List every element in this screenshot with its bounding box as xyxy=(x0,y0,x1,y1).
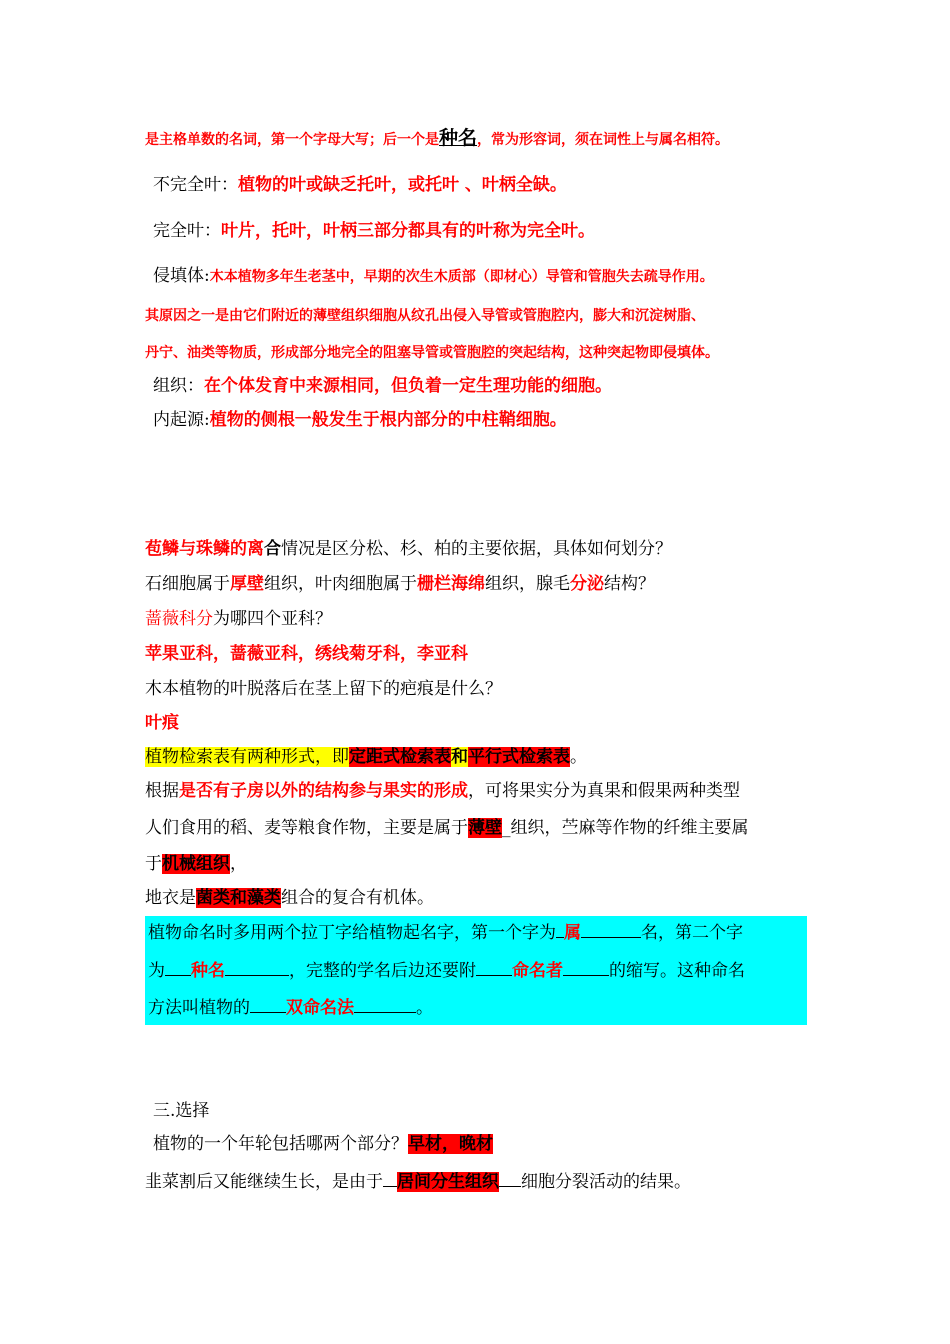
def-incomplete-leaf xyxy=(153,173,567,197)
blank xyxy=(383,1168,397,1187)
q2-e: 组织，腺毛 xyxy=(485,574,570,594)
q10-a: 植物命名时多用两个拉丁字给植物起名字，第一个字为 xyxy=(148,923,556,943)
tissue-label: 组织： xyxy=(153,376,204,396)
c1-b: 早材，晚材 xyxy=(408,1134,493,1154)
q2-g: 结构？ xyxy=(604,574,655,594)
q12-c: 。 xyxy=(416,998,433,1018)
q5-a: 植物检索表有两种形式，即 xyxy=(145,747,349,767)
question-crop-tissue-cont xyxy=(145,852,247,876)
q12-b: 双命名法 xyxy=(286,998,354,1018)
def-line-1-part-a: 是主格单数的名词，第一个字母大写；后一个是 xyxy=(145,132,439,148)
q11-a: 为 xyxy=(148,961,165,981)
question-binomial-1 xyxy=(148,919,743,945)
def-complete-leaf xyxy=(153,219,595,243)
q3-red: 蔷薇科分 xyxy=(145,609,213,629)
question-cone-scales-red: 苞鳞与珠鳞的离 xyxy=(145,539,264,559)
def-line-1-part-c: ，常为形容词，须在词性上与属名相符。 xyxy=(477,132,730,148)
blank xyxy=(354,994,416,1013)
q8-c: ， xyxy=(230,854,247,874)
q2-b: 厚壁 xyxy=(230,574,264,594)
q6-c: ，可将果实分为真果和假果两种类型 xyxy=(468,781,740,801)
blank xyxy=(556,919,564,938)
blank xyxy=(250,994,286,1013)
def-tissue xyxy=(153,374,612,398)
endogenous-text: 植物的侧根一般发生于根内部分的中柱鞘细胞。 xyxy=(209,410,567,430)
answer-rosaceae: 苹果亚科，蔷薇亚科，绣线菊牙科，李亚科 xyxy=(145,644,468,664)
tylosis-text-1: 木本植物多年生老茎中，早期的次生木质部（即材心）导管和管胞失去疏导作用。 xyxy=(209,269,714,285)
def-endogenous-origin xyxy=(153,408,567,432)
question-lichen xyxy=(145,886,434,910)
choice-annual-ring xyxy=(153,1132,493,1156)
tylosis-label: 侵填体: xyxy=(153,266,210,286)
q7-a: 人们食用的稻、麦等粮食作物，主要是属于 xyxy=(145,818,468,838)
q11-c: ，完整的学名后边还要附 xyxy=(289,961,476,981)
q11-e: 的缩写。这种命名 xyxy=(609,961,745,981)
q9-c: 组合的复合有机体。 xyxy=(281,888,434,908)
question-cone-scales-rest: 情况是区分松、杉、柏的主要依据，具体如何划分？ xyxy=(281,539,672,559)
blank xyxy=(581,919,641,938)
q11-b: 种名 xyxy=(191,961,225,981)
question-fruit-types xyxy=(145,779,740,803)
q2-d: 栅栏海绵 xyxy=(417,574,485,594)
q6-b: 是否有子房以外的结构参与果实的形成 xyxy=(179,781,468,801)
question-binomial-2 xyxy=(148,957,745,983)
question-binomial-3 xyxy=(148,994,433,1020)
def-line-1 xyxy=(145,126,729,152)
q3-rest: 为哪四个亚科？ xyxy=(213,609,332,629)
def-tylosis-line-1 xyxy=(153,264,714,289)
endogenous-label: 内起源: xyxy=(153,410,210,430)
q9-a: 地衣是 xyxy=(145,888,196,908)
c2-a: 韭菜割后又能继续生长，是由于 xyxy=(145,1172,383,1192)
q9-b: 菌类和藻类 xyxy=(196,888,281,908)
q7-b: 薄壁 xyxy=(468,818,502,838)
choice-chive-growth xyxy=(145,1168,691,1194)
q2-f: 分泌 xyxy=(570,574,604,594)
q12-a: 方法叫植物的 xyxy=(148,998,250,1018)
blank xyxy=(165,957,191,976)
question-leaf-scar: 木本植物的叶脱落后在茎上留下的疤痕是什么？ xyxy=(145,679,502,699)
q5-c: 和 xyxy=(451,747,468,767)
q6-a: 根据 xyxy=(145,781,179,801)
q8-b: 机械组织 xyxy=(162,854,230,874)
q2-a: 石细胞属于 xyxy=(145,574,230,594)
c2-b: 居间分生组织 xyxy=(397,1172,499,1192)
q2-c: 组织，叶肉细胞属于 xyxy=(264,574,417,594)
c1-a: 植物的一个年轮包括哪两个部分？ xyxy=(153,1134,408,1154)
species-name-term: 种名 xyxy=(439,127,478,149)
answer-leaf-scar: 叶痕 xyxy=(145,713,179,733)
section-heading-choice: 三.选择 xyxy=(153,1101,210,1121)
question-key-forms xyxy=(145,745,587,769)
blank xyxy=(476,957,512,976)
tissue-text: 在个体发育中来源相同，但负着一定生理功能的细胞。 xyxy=(204,376,612,396)
q10-b: 属 xyxy=(564,923,581,943)
q8-a: 于 xyxy=(145,854,162,874)
tylosis-text-3: 丹宁、油类等物质，形成部分地完全的阻塞导管或管胞腔的突起结构，这种突起物即侵填体。 xyxy=(145,345,719,361)
tylosis-text-2: 其原因之一是由它们附近的薄壁组织细胞从纹孔出侵入导管或管胞腔内，膨大和沉淀树脂、 xyxy=(145,308,705,324)
complete-leaf-text: 叶片，托叶，叶柄三部分都具有的叶称为完全叶。 xyxy=(221,221,595,241)
q11-d: 命名者 xyxy=(512,961,563,981)
q7-c: _组织，苎麻等作物的纤维主要属 xyxy=(502,818,749,838)
incomplete-leaf-label: 不完全叶： xyxy=(153,175,238,195)
blank xyxy=(225,957,289,976)
incomplete-leaf-text: 植物的叶或缺乏托叶，或托叶 、叶柄全缺。 xyxy=(238,175,567,195)
question-rosaceae xyxy=(145,607,332,631)
blank xyxy=(563,957,609,976)
question-cell-tissue xyxy=(145,572,655,596)
question-cone-scales xyxy=(145,537,672,561)
c2-c: 细胞分裂活动的结果。 xyxy=(521,1172,691,1192)
question-crop-tissue xyxy=(145,816,749,840)
q5-d: 平行式检索表 xyxy=(468,747,570,767)
q10-c: 名，第二个字 xyxy=(641,923,743,943)
complete-leaf-label: 完全叶： xyxy=(153,221,221,241)
blank xyxy=(499,1168,521,1187)
q5-e: 。 xyxy=(570,747,587,767)
q5-b: 定距式检索表 xyxy=(349,747,451,767)
question-cone-scales-bold: 合 xyxy=(264,539,281,559)
